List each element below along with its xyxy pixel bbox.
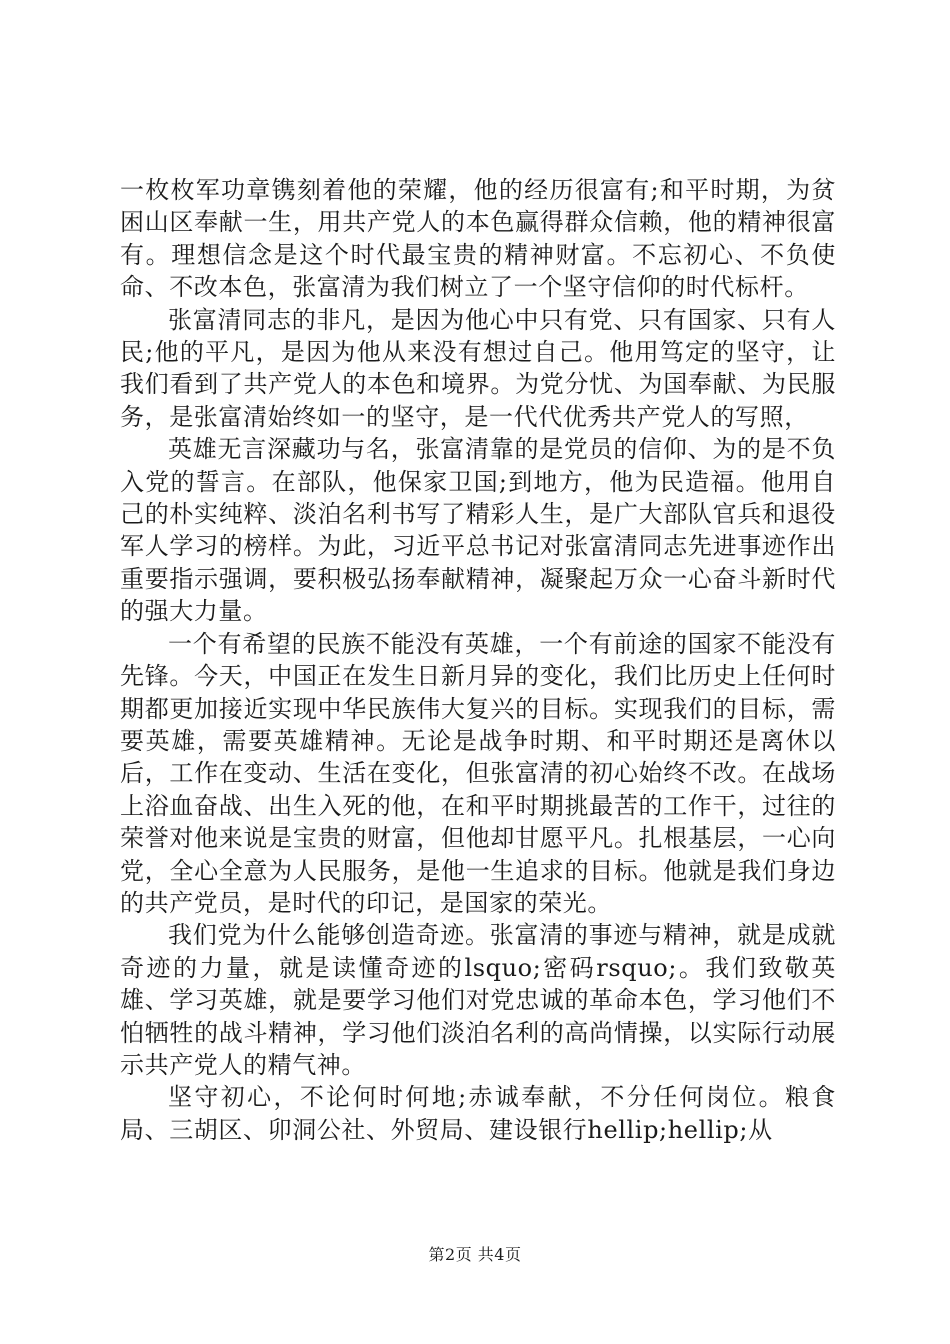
page-footer: 第2页 共4页 (428, 1245, 522, 1264)
paragraph-4: 一个有希望的民族不能没有英雄，一个有前途的国家不能没有先锋。今天，中国正在发生日新月异的变化，我们比历史上任何时期都更加接近实现中华民族伟大复兴的目标。实现我们的目标，需要英雄，需要英雄精神。无论是战争时期、和平时期还是离休以后，工作在变动、生活在变化，但张富清的初心始终不改。在战场上浴血奋战、出生入死的他，在和平时期挑最苦的工作干，过往的荣誉对他来说是宝贵的财富，但他却甘愿平凡。扎根基层，一心向党，全心全意为人民服务，是他一生追求的目标。他就是我们身边的共产党员，是时代的印记，是国家的荣光。 (120, 629, 836, 917)
paragraph-3: 英雄无言深藏功与名，张富清靠的是党员的信仰、为的是不负入党的誓言。在部队，他保家卫国;到地方，他为民造福。他用自己的朴实纯粹、淡泊名利书写了精彩人生，是广大部队官兵和退役军人学习的榜样。为此，习近平总书记对张富清同志先进事迹作出重要指示强调，要积极弘扬奉献精神，凝聚起万众一心奋斗新时代的强大力量。 (120, 435, 836, 626)
paragraph-1: 一枚枚军功章镌刻着他的荣耀，他的经历很富有;和平时期，为贫困山区奉献一生，用共产党人的本色赢得群众信赖，他的精神很富有。理想信念是这个时代最宝贵的精神财富。不忘初心、不负使命、不改本色，张富清为我们树立了一个坚守信仰的时代标杆。 (120, 176, 836, 302)
paragraph-5: 我们党为什么能够创造奇迹。张富清的事迹与精神，就是成就奇迹的力量，就是读懂奇迹的lsquo;密码rsquo;。我们致敬英雄、学习英雄，就是要学习他们对党忠诚的革命本色，学习他们不怕牺牲的战斗精神，学习他们淡泊名利的高尚情操，以实际行动展示共产党人的精气神。 (120, 921, 836, 1079)
body-text (120, 174, 836, 1146)
paragraph-6: 坚守初心，不论何时何地;赤诚奉献，不分任何岗位。粮食局、三胡区、卯洞公社、外贸局、建设银行hellip;hellip;从 (120, 1083, 836, 1144)
paragraph-2: 张富清同志的非凡，是因为他心中只有党、只有国家、只有人民;他的平凡，是因为他从来没有想过自己。他用笃定的坚守，让我们看到了共产党人的本色和境界。为党分忧、为国奉献、为民服务，是张富清始终如一的坚守，是一代代优秀共产党人的写照， (120, 305, 836, 431)
